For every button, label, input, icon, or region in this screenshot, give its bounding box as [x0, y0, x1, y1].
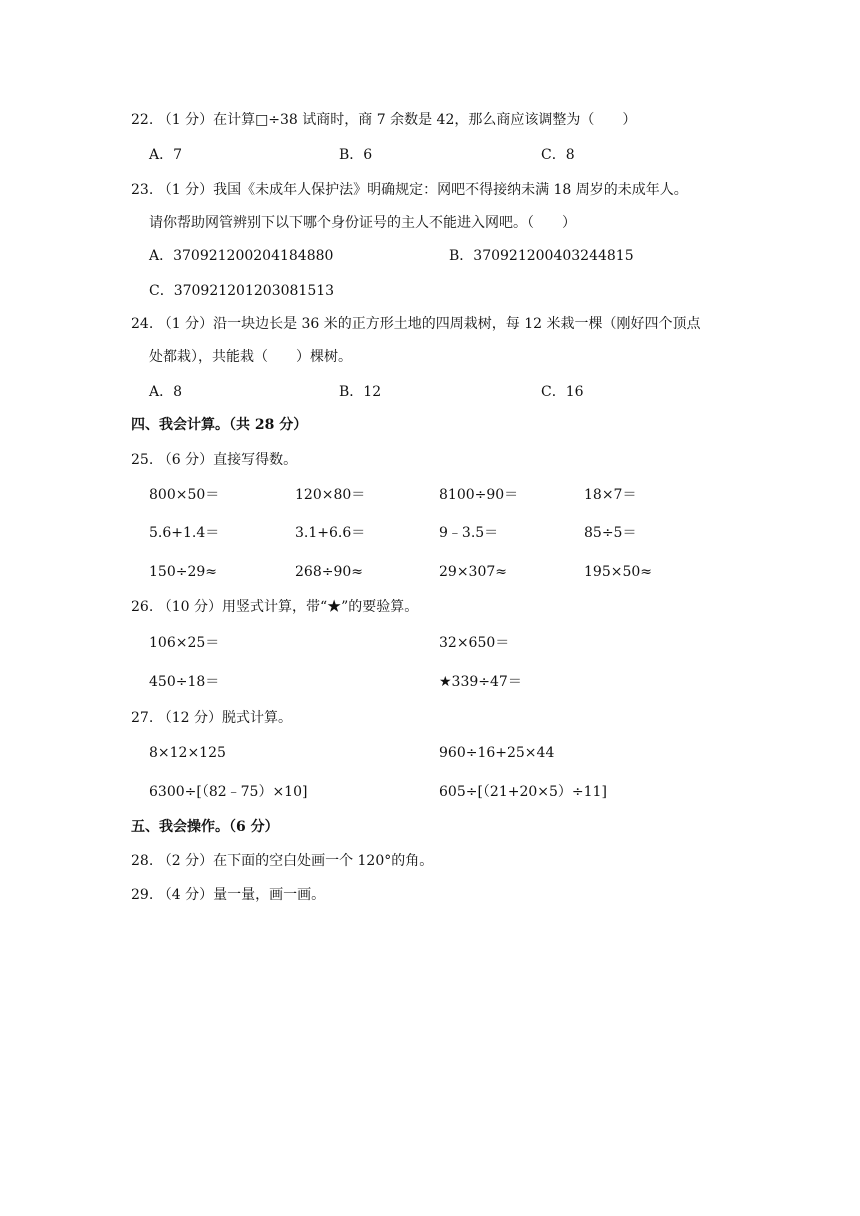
question-23-line1: 23. （1 分）我国《未成年人保护法》明确规定：网吧不得接纳未满 18 周岁的未成年人。 [131, 182, 688, 198]
q24-option-c: C．16 [541, 384, 584, 400]
q26-item: 450÷18＝ [149, 674, 220, 690]
q27-item: 605÷[（21+20×5）÷11] [439, 784, 607, 800]
question-24-line1: 24. （1 分）沿一块边长是 36 米的正方形土地的四周栽树，每 12 米栽一棵（刚好四个顶点 [131, 316, 701, 332]
q25-item: 9﹣3.5＝ [439, 525, 499, 541]
q26-item: ★339÷47＝ [439, 674, 522, 690]
q25-item: 8100÷90＝ [439, 487, 519, 503]
q25-item: 5.6+1.4＝ [149, 525, 220, 541]
question-26: 26. （10 分）用竖式计算，带“★”的要验算。 [131, 599, 419, 615]
question-27: 27. （12 分）脱式计算。 [131, 710, 292, 726]
q26-item: 106×25＝ [149, 635, 220, 651]
q22-option-a: A．7 [149, 147, 183, 163]
q25-item: 150÷29≈ [149, 564, 217, 580]
q24-option-a: A．8 [149, 384, 183, 400]
question-25: 25. （6 分）直接写得数。 [131, 452, 298, 468]
q27-item: 6300÷[（82﹣75）×10] [149, 784, 308, 800]
q22-option-c: C．8 [541, 147, 575, 163]
q27-item: 8×12×125 [149, 745, 226, 761]
q25-item: 120×80＝ [295, 487, 366, 503]
q25-item: 29×307≈ [439, 564, 507, 580]
q26-item: 32×650＝ [439, 635, 510, 651]
q23-option-b: B．370921200403244815 [449, 248, 634, 264]
q22-option-b: B．6 [339, 147, 373, 163]
q25-item: 85÷5＝ [584, 525, 637, 541]
q23-option-c: C．370921201203081513 [149, 283, 335, 299]
section-5-title: 五、我会操作。（6 分） [131, 819, 279, 835]
q23-option-a: A．370921200204184880 [149, 248, 334, 264]
q25-item: 3.1+6.6＝ [295, 525, 366, 541]
q25-item: 18×7＝ [584, 487, 637, 503]
q24-option-b: B．12 [339, 384, 382, 400]
q27-item: 960÷16+25×44 [439, 745, 555, 761]
question-28: 28. （2 分）在下面的空白处画一个 120°的角。 [131, 853, 434, 869]
question-22: 22. （1 分）在计算□÷38 试商时，商 7 余数是 42，那么商应该调整为（ ） [131, 112, 637, 128]
q25-item: 268÷90≈ [295, 564, 363, 580]
q25-item: 195×50≈ [584, 564, 652, 580]
question-29: 29. （4 分）量一量，画一画。 [131, 887, 326, 903]
question-23-line2: 请你帮助网管辨别下以下哪个身份证号的主人不能进入网吧。（ ） [149, 215, 576, 231]
question-24-line2: 处都栽），共能栽（ ）棵树。 [149, 349, 352, 365]
section-4-title: 四、我会计算。（共 28 分） [131, 417, 308, 433]
q25-item: 800×50＝ [149, 487, 220, 503]
